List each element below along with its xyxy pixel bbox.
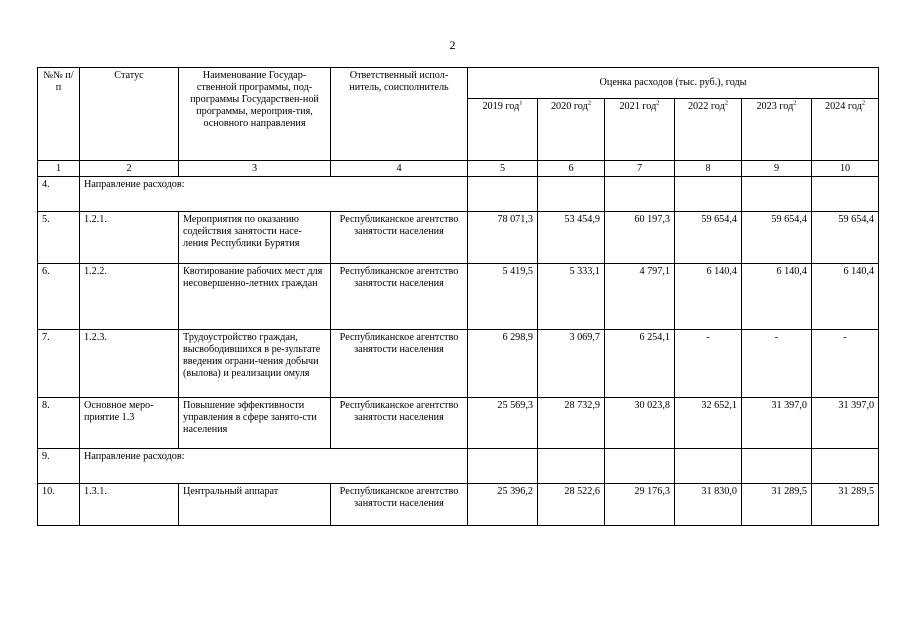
column-number-row xyxy=(38,161,879,177)
table-row xyxy=(38,330,879,398)
row-value: 25 569,3 xyxy=(468,398,538,449)
row-number: 9. xyxy=(38,449,80,484)
table-row xyxy=(38,264,879,330)
row-value: 59 654,4 xyxy=(742,212,812,264)
column-number: 5 xyxy=(468,161,538,177)
row-value: 5 333,1 xyxy=(538,264,605,330)
row-number: 8. xyxy=(38,398,80,449)
row-name: Квотирование рабочих мест для несовершенно-летних граждан xyxy=(179,264,331,330)
row-value: 60 197,3 xyxy=(605,212,675,264)
row-number: 7. xyxy=(38,330,80,398)
header-name: Наименование Государ-ственной программы, под-программы Государствен-ной программы, мероприя-тия, основного направления xyxy=(179,68,331,161)
header-year: 2019 год$^1$ xyxy=(468,99,538,161)
row-value: - xyxy=(812,330,879,398)
row-name: Мероприятия по оказанию содействия занятости насе-ления Республики Бурятия xyxy=(179,212,331,264)
row-status: 1.2.3. xyxy=(80,330,179,398)
row-value: 28 522,6 xyxy=(538,484,605,526)
row-value: 4 797,1 xyxy=(605,264,675,330)
column-number: 6 xyxy=(538,161,605,177)
page-number: 2 xyxy=(449,38,456,52)
row-value: 31 830,0 xyxy=(675,484,742,526)
row-value: 31 397,0 xyxy=(812,398,879,449)
table-row xyxy=(38,212,879,264)
row-executor: Республиканское агентство занятости населения xyxy=(331,398,468,449)
row-value: 32 652,1 xyxy=(675,398,742,449)
row-value: 59 654,4 xyxy=(812,212,879,264)
section-row xyxy=(38,177,879,212)
row-executor: Республиканское агентство занятости населения xyxy=(331,330,468,398)
row-number: 5. xyxy=(38,212,80,264)
table-row xyxy=(38,398,879,449)
row-status: 1.2.1. xyxy=(80,212,179,264)
row-value: 31 289,5 xyxy=(742,484,812,526)
row-name: Повышение эффективности управления в сфере занято-сти населения xyxy=(179,398,331,449)
row-value: 28 732,9 xyxy=(538,398,605,449)
column-number: 3 xyxy=(179,161,331,177)
column-number: 1 xyxy=(38,161,80,177)
row-value: 31 397,0 xyxy=(742,398,812,449)
row-value: 6 140,4 xyxy=(675,264,742,330)
row-executor: Республиканское агентство занятости населения xyxy=(331,212,468,264)
row-executor: Республиканское агентство занятости населения xyxy=(331,264,468,330)
column-number: 2 xyxy=(80,161,179,177)
row-value: 31 289,5 xyxy=(812,484,879,526)
row-value: 53 454,9 xyxy=(538,212,605,264)
row-value: 25 396,2 xyxy=(468,484,538,526)
header-status: Статус xyxy=(80,68,179,161)
header-year: 2021 год$^2$ xyxy=(605,99,675,161)
header-cost: Оценка расходов (тыс. руб.), годы xyxy=(468,68,879,99)
column-number: 10 xyxy=(812,161,879,177)
row-value: 6 254,1 xyxy=(605,330,675,398)
budget-table xyxy=(37,67,879,526)
row-value: 59 654,4 xyxy=(675,212,742,264)
row-status: 1.2.2. xyxy=(80,264,179,330)
row-value: - xyxy=(742,330,812,398)
section-row xyxy=(38,449,879,484)
column-number: 8 xyxy=(675,161,742,177)
row-status: Основное меро-приятие 1.3 xyxy=(80,398,179,449)
header-year: 2020 год$^2$ xyxy=(538,99,605,161)
header-num: №№ п/п xyxy=(38,68,80,161)
header-executor: Ответственный испол-нитель, соисполнитель xyxy=(331,68,468,161)
row-value: 30 023,8 xyxy=(605,398,675,449)
header-year: 2023 год$^2$ xyxy=(742,99,812,161)
row-number: 4. xyxy=(38,177,80,212)
row-executor: Республиканское агентство занятости населения xyxy=(331,484,468,526)
table-row xyxy=(38,484,879,526)
section-label: Направление расходов: xyxy=(80,449,468,484)
column-number: 7 xyxy=(605,161,675,177)
section-label: Направление расходов: xyxy=(80,177,468,212)
row-status: 1.3.1. xyxy=(80,484,179,526)
row-value: 6 298,9 xyxy=(468,330,538,398)
column-number: 9 xyxy=(742,161,812,177)
row-value: 78 071,3 xyxy=(468,212,538,264)
header-year: 2022 год$^2$ xyxy=(675,99,742,161)
row-value: 5 419,5 xyxy=(468,264,538,330)
row-value: 3 069,7 xyxy=(538,330,605,398)
row-name: Трудоустройство граждан, высвободившихся в ре-зультате введения ограни-чения добычи (вылова) и реализации омуля xyxy=(179,330,331,398)
row-value: 6 140,4 xyxy=(742,264,812,330)
row-number: 6. xyxy=(38,264,80,330)
header-year: 2024 год$^2$ xyxy=(812,99,879,161)
row-name: Центральный аппарат xyxy=(179,484,331,526)
row-value: 29 176,3 xyxy=(605,484,675,526)
row-number: 10. xyxy=(38,484,80,526)
row-value: 6 140,4 xyxy=(812,264,879,330)
row-value: - xyxy=(675,330,742,398)
column-number: 4 xyxy=(331,161,468,177)
